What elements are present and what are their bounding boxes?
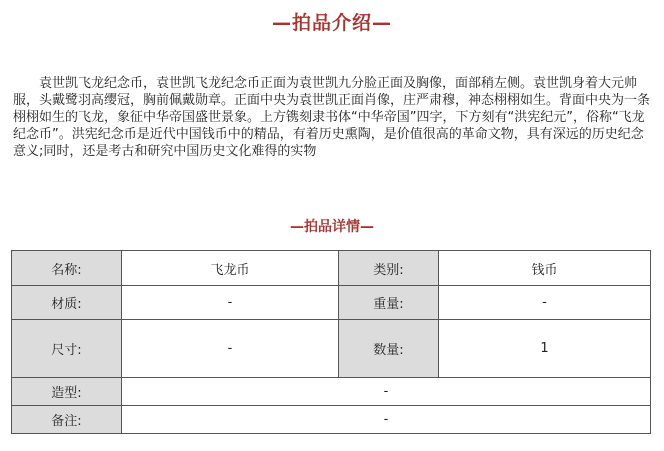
weight-value: - [439,286,651,320]
shape-value: - [122,378,651,406]
size-value: - [122,320,339,378]
table-row [12,320,651,378]
size-label: 尺寸: [12,320,122,378]
note-value: - [122,406,651,434]
quantity-value: 1 [439,320,651,378]
weight-label: 重量: [339,286,439,320]
table-row [12,406,651,434]
material-value: - [122,286,339,320]
table-row [12,251,651,286]
details-table [11,250,651,434]
material-label: 材质: [12,286,122,320]
details-title: —拍品详情— [290,219,374,235]
category-label: 类别: [339,251,439,286]
category-value: 钱币 [439,251,651,286]
table-row [12,378,651,406]
table-row [12,286,651,320]
shape-label: 造型: [12,378,122,406]
name-label: 名称: [12,251,122,286]
page-title: —拍品介绍— [271,12,392,34]
intro-paragraph: 袁世凯飞龙纪念币，袁世凯飞龙纪念币正面为袁世凯九分脸正面及胸像，面部稍左侧。袁世凯身着大元帅服，头戴鹭羽高缨冠，胸前佩戴勋章。正面中央为袁世凯正面肖像，庄严肃穆，神态栩栩如生。背面中央为一条栩栩如生的飞龙，象征中华帝国盛世景象。上方镌刻隶书体“中华帝国”四字，下方刻有“洪宪纪元”，俗称“飞龙纪念币”。洪宪纪念币是近代中国钱币中的精品，有着历史熏陶，是价值很高的革命文物，具有深远的历史纪念意义;同时，还是考古和研究中国历史文化难得的实物 [13,76,651,159]
quantity-label: 数量: [339,320,439,378]
name-value: 飞龙币 [122,251,339,286]
note-label: 备注: [12,406,122,434]
